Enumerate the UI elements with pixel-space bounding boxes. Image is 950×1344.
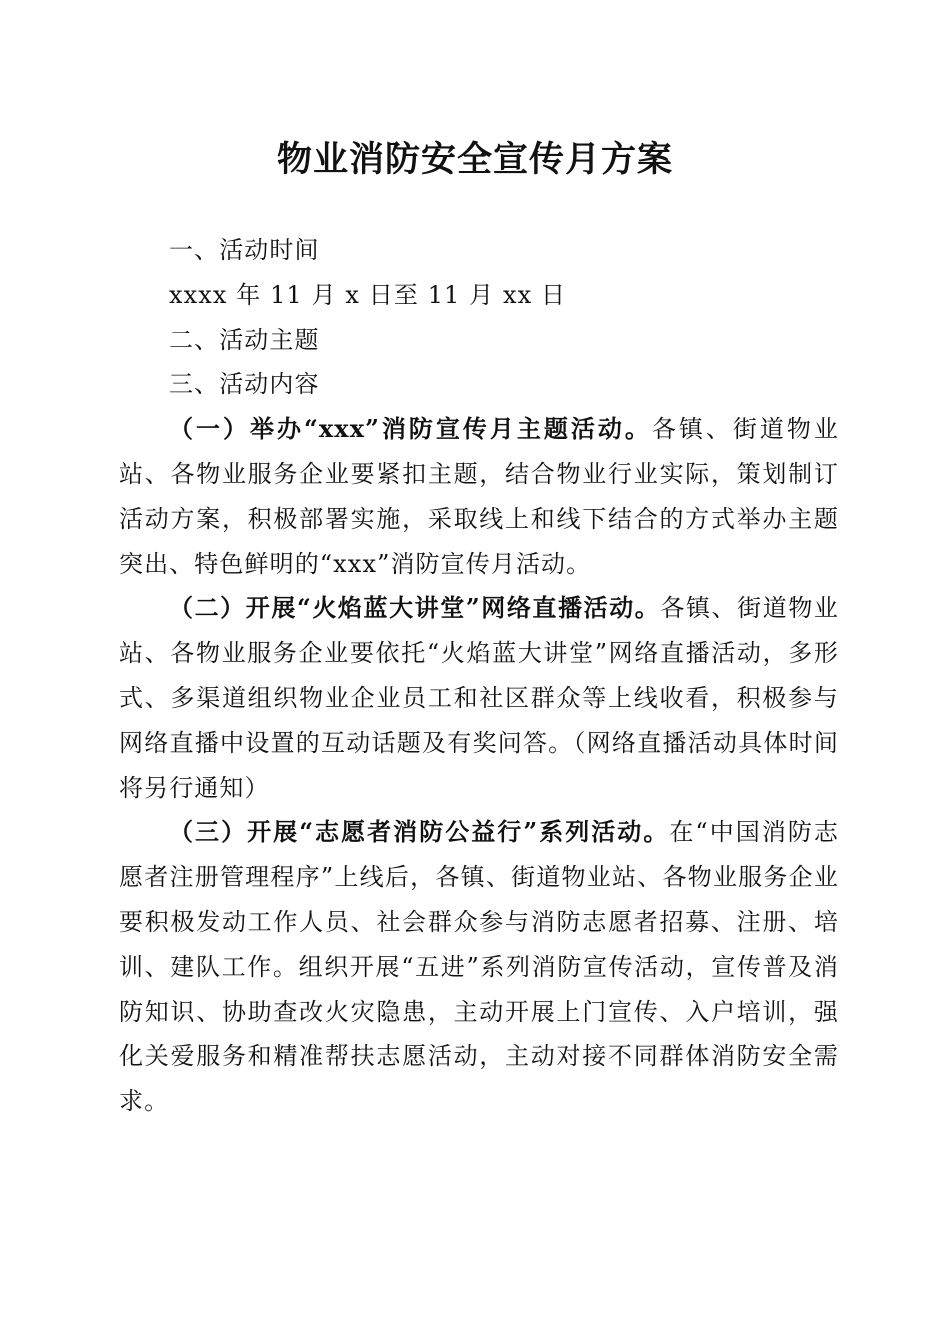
section-heading-activity-content: 三、活动内容: [169, 370, 320, 399]
content-item-body: 在“中国消防志愿者注册管理程序”上线后，各镇、街道物业站、各物业服务企业要积极发动工作人员、社会群众参与消防志愿者招募、注册、培训、建队工作。组织开展“五进”系列消防宣传活动，宣传普及消防知识、协助查改火灾隐患，主动开展上门宣传、入户培训，强化关爱服务和精准帮扶志愿活动，主动对接不同群体消防安全需求。: [119, 818, 839, 1116]
content-item-lead: （一）举办“xxx”消防宣传月主题活动。: [169, 414, 652, 444]
section-heading-activity-theme: 二、活动主题: [169, 325, 320, 354]
content-item-3: [119, 810, 839, 1124]
content-item-lead: （三）开展“志愿者消防公益行”系列活动。: [169, 817, 670, 847]
content-item-lead: （二）开展“火焰蓝大讲堂”网络直播活动。: [169, 593, 661, 623]
document-body: [119, 228, 839, 1124]
section-heading-activity-time: 一、活动时间: [169, 236, 320, 264]
content-item-2: [119, 586, 839, 810]
activity-time-text: xxxx 年 11 月 x 日至 11 月 xx 日: [169, 280, 567, 309]
content-item-body: 各镇、街道物业站、各物业服务企业要紧扣主题，结合物业行业实际，策划制订活动方案，积极部署实施，采取线上和线下结合的方式举办主题突出、特色鲜明的“xxx”消防宣传月活动。: [119, 415, 839, 578]
content-item-body: 各镇、街道物业站、各物业服务企业要依托“火焰蓝大讲堂”网络直播活动，多形式、多渠道组织物业企业员工和社区群众等上线收看，积极参与网络直播中设置的互动话题及有奖问答。（网络直播活动具体时间将另行通知）: [119, 594, 840, 802]
content-item-1: [119, 407, 839, 586]
document-title: 物业消防安全宣传月方案: [276, 139, 673, 180]
